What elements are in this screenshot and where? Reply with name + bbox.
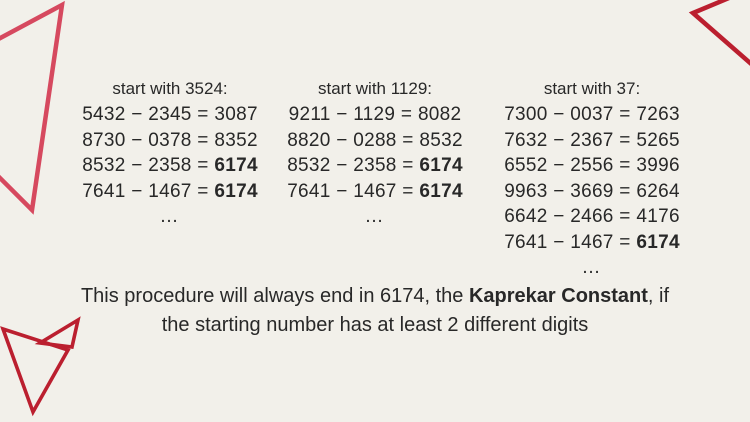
equation-lhs: 8532 − 2358 = xyxy=(287,155,414,176)
equation-result: 6174 xyxy=(214,180,258,202)
equation-lhs: 6552 − 2556 = xyxy=(504,155,631,176)
equation-row xyxy=(60,102,280,128)
column-start-3524 xyxy=(60,79,280,230)
equation-row xyxy=(482,128,702,154)
equation-result: 3996 xyxy=(636,155,680,176)
equation-lhs: 7632 − 2367 = xyxy=(504,129,631,151)
column-header: start with 3524: xyxy=(112,79,228,98)
equation-lhs: 6642 − 2466 = xyxy=(504,206,631,227)
equation-result: 8532 xyxy=(419,129,463,151)
triangle-outline-bottom-left-large xyxy=(3,329,68,412)
column-header: start with 37: xyxy=(543,79,641,98)
equation-lhs: 7641 − 1467 = xyxy=(82,180,209,202)
equation-row xyxy=(265,102,485,128)
equation-row xyxy=(265,179,485,205)
equation-row xyxy=(482,179,702,205)
kaprekar-constant-label: Kaprekar Constant xyxy=(468,285,648,307)
triangle-outline-top-left xyxy=(0,5,62,210)
equation-result: 4176 xyxy=(636,206,680,227)
equation-lhs: 8532 − 2358 = xyxy=(82,155,209,176)
conclusion-line-1 xyxy=(0,282,750,311)
equation-lhs: 8730 − 0378 = xyxy=(82,129,209,151)
equation-lhs: 7300 − 0037 = xyxy=(504,104,631,125)
conclusion-line1-prefix: This procedure will always end in 6174, the xyxy=(80,285,469,307)
conclusion-text xyxy=(0,282,750,340)
equation-lhs: 9963 − 3669 = xyxy=(504,180,631,202)
column-start-1129 xyxy=(265,79,485,230)
equation-result: 5265 xyxy=(636,129,680,151)
equation-list xyxy=(60,102,280,230)
equation-result: 6264 xyxy=(636,180,680,202)
equation-result: 6174 xyxy=(214,155,258,176)
equation-row xyxy=(482,102,702,128)
equation-lhs: 8820 − 0288 = xyxy=(287,129,414,151)
equation-row xyxy=(265,128,485,154)
equation-row xyxy=(482,204,702,230)
conclusion-line-2: the starting number has at least 2 different digits xyxy=(161,314,589,336)
equation-row xyxy=(265,153,485,179)
ellipsis: … xyxy=(159,206,181,227)
equation-lhs: 7641 − 1467 = xyxy=(504,231,631,253)
equation-result: 6174 xyxy=(419,180,463,202)
equation-result: 6174 xyxy=(419,155,463,176)
equation-row xyxy=(60,128,280,154)
ellipsis: … xyxy=(364,206,386,227)
column-header: start with 1129: xyxy=(317,79,433,98)
equation-result: 6174 xyxy=(636,231,680,253)
equation-row xyxy=(482,153,702,179)
equation-result: 8352 xyxy=(214,129,258,151)
equation-result: 8082 xyxy=(417,104,462,125)
equation-result: 3087 xyxy=(214,104,258,125)
equation-result: 7263 xyxy=(636,104,680,125)
equation-row xyxy=(60,153,280,179)
equation-lhs: 7641 − 1467 = xyxy=(287,180,414,202)
ellipsis: … xyxy=(581,257,603,278)
equation-list xyxy=(482,102,702,281)
equation-list xyxy=(265,102,485,230)
equation-lhs: 5432 − 2345 = xyxy=(82,104,209,125)
equation-row xyxy=(482,230,702,256)
equation-lhs: 9211 − 1129 = xyxy=(288,104,413,125)
triangle-outline-top-right xyxy=(693,0,750,76)
equation-row xyxy=(60,179,280,205)
conclusion-line1-suffix: , if xyxy=(647,285,670,307)
column-start-37 xyxy=(482,79,702,281)
